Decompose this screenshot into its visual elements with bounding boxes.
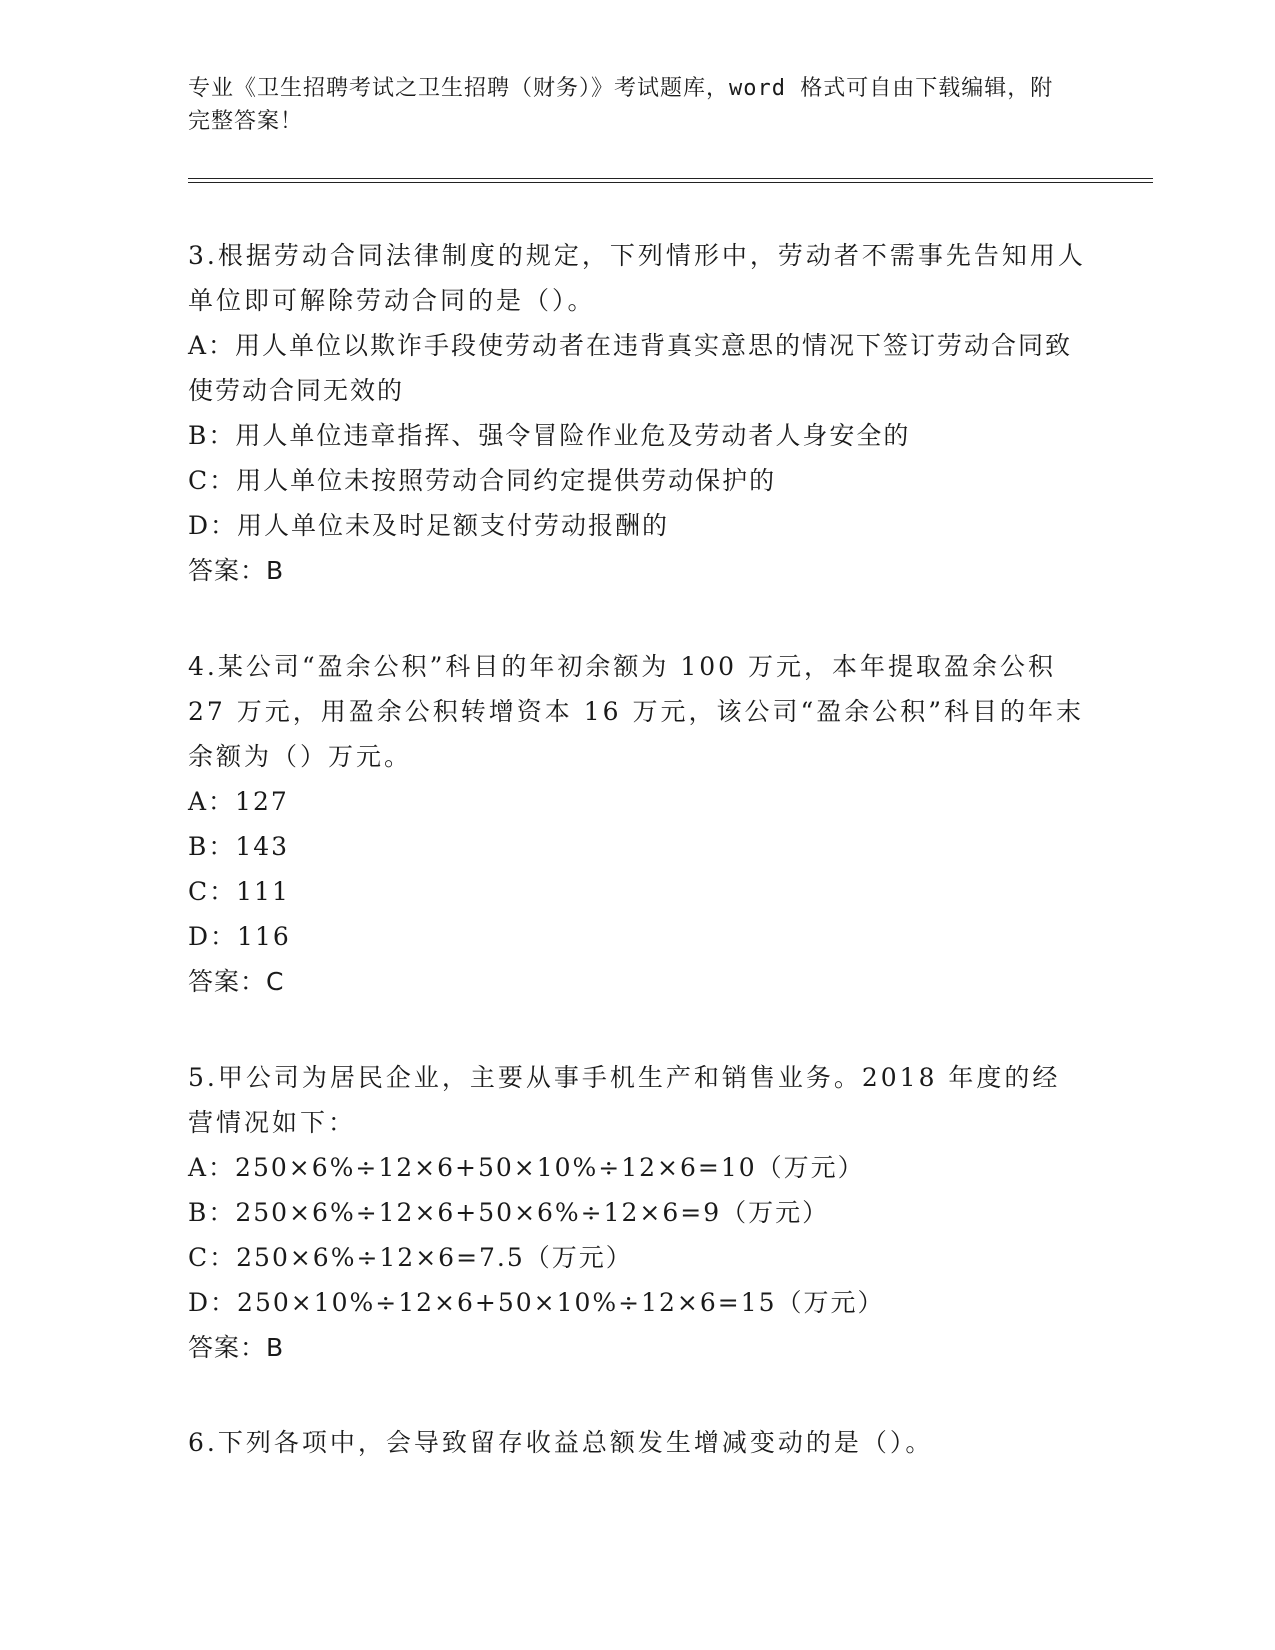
answer-line: 答案：C	[188, 967, 285, 996]
option-b: B：用人单位违章指挥、强令冒险作业危及劳动者人身安全的	[188, 421, 911, 450]
option-a: A：用人单位以欺诈手段使劳动者在违背真实意思的情况下签订劳动合同致使劳动合同无效的	[188, 331, 1073, 405]
option-d: D：116	[188, 922, 291, 951]
option-d: D：用人单位未及时足额支付劳动报酬的	[188, 511, 670, 540]
question-stem: 4.某公司“盈余公积”科目的年初余额为 100 万元，本年提取盈余公积 27 万元，用盈余公积转增资本 16 万元，该公司“盈余公积”科目的年末余额为（）万元。	[188, 652, 1085, 771]
document-header: 专业《卫生招聘考试之卫生招聘（财务）》考试题库，word 格式可自由下载编辑，附完整答案！	[188, 76, 1054, 134]
option-d: D：250×10%÷12×6+50×10%÷12×6=15（万元）	[188, 1288, 885, 1317]
option-b: B：143	[188, 832, 290, 861]
header-double-rule	[188, 178, 1153, 183]
question-4	[188, 644, 1088, 1004]
question-3	[188, 233, 1088, 593]
question-stem: 3.根据劳动合同法律制度的规定，下列情形中，劳动者不需事先告知用人单位即可解除劳动合同的是（）。	[188, 241, 1086, 315]
answer-line: 答案：B	[188, 556, 285, 585]
option-a: A：127	[188, 787, 289, 816]
question-stem: 5.甲公司为居民企业，主要从事手机生产和销售业务。2018 年度的经营情况如下：	[188, 1063, 1061, 1137]
question-6	[188, 1420, 1088, 1465]
option-c: C：用人单位未按照劳动合同约定提供劳动保护的	[188, 466, 777, 495]
option-c: C：250×6%÷12×6=7.5（万元）	[188, 1243, 633, 1272]
question-stem: 6.下列各项中，会导致留存收益总额发生增减变动的是（）。	[188, 1428, 934, 1457]
answer-line: 答案：B	[188, 1333, 285, 1362]
option-c: C：111	[188, 877, 290, 906]
question-5	[188, 1055, 1088, 1370]
option-b: B：250×6%÷12×6+50×6%÷12×6=9（万元）	[188, 1198, 830, 1227]
option-a: A：250×6%÷12×6+50×10%÷12×6=10（万元）	[188, 1153, 865, 1182]
